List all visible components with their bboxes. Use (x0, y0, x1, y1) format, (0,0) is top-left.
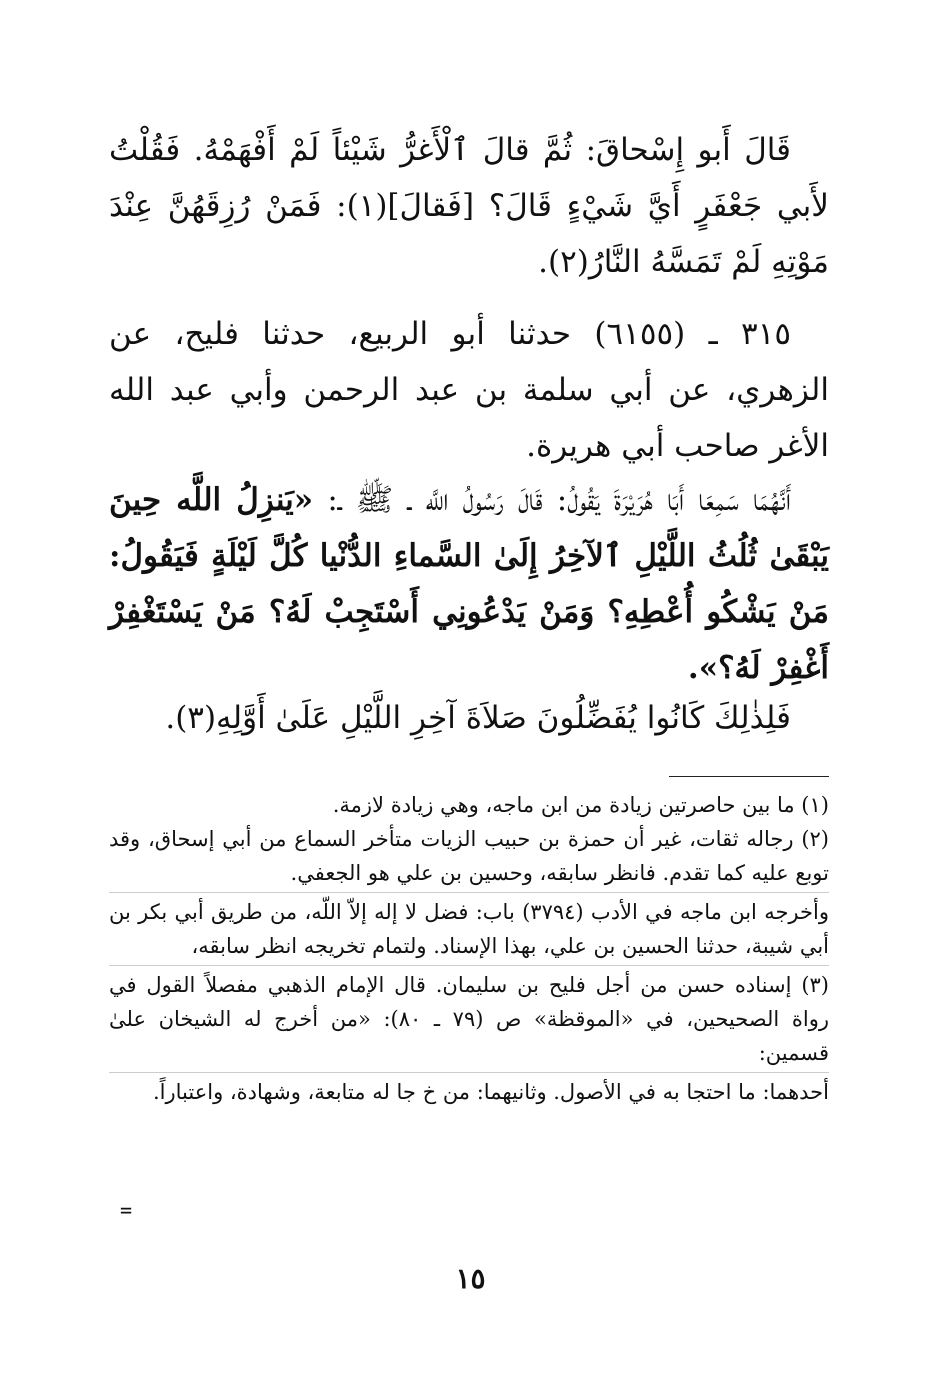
footnote-2-continued: وأخرجه ابن ماجه في الأدب (٣٧٩٤) باب: فضل لا إله إلاّ اللّه، من طريق أبي بكر بن أبي شيبة، حدثنا الحسين بن علي، بهذا الإسناد. ولتمام تخريجه انظر سابقه، (109, 900, 829, 958)
paragraph-conclusion (109, 690, 829, 746)
footnotes (109, 788, 829, 1109)
footnote-3: (٣) إسناده حسن من أجل فليح بن سليمان. قال الإمام الذهبي مفصلاً القول في رواة الصحيحين، في «الموقظة» ص (٧٩ ـ ٨٠): «من أخرج له الشيخان علىٰ قسمين: (109, 973, 829, 1065)
hadith-intro-text: أَنَّهُمَا سَمِعَا أَبَا هُرَيْرَةَ يَقُولُ: قَالَ رَسُولُ اللَّه ـ ﷺ ـ: (327, 482, 791, 518)
hadith-315-isnad (109, 306, 829, 474)
paragraph-text: ٣١٥ ـ (٦١٥٥) حدثنا أبو الربيع، حدثنا فليح، عن الزهري، عن أبي سلمة بن عبد الرحمن وأبي عبد الله الأغر صاحب أبي هريرة. (109, 316, 829, 464)
continuation-mark: = (120, 1198, 133, 1222)
paragraph-text: قَالَ أَبو إِسْحاقَ: ثُمَّ قالَ ٱلْأَغرُّ شَيْئاً لَمْ أَفْهَمْهُ. فَقُلْتُ لأَبي جَعْفَرٍ أَيَّ شَيْءٍ قَالَ؟ [فَقالَ](١): فَمَنْ رُزِقَهُنَّ عِنْدَ مَوْتِهِ لَمْ تَمَسَّهُ النَّارُ(٢). (109, 132, 829, 280)
hadith-quote-text: «يَنزِلُ اللَّه حِينَ يَبْقَىٰ ثُلُثُ اللَّيْلِ ٱلآخِرُ إِلَىٰ السَّماءِ الدُّنْيا كُلَّ لَيْلَةٍ فَيَقُولُ: مَنْ يَشْكُو أُعْطِهِ؟ وَمَنْ يَدْعُونِي أَسْتَجِبْ لَهُ؟ مَنْ يَسْتَغْفِرْ أَغْفِرْ لَهُ؟». (109, 482, 829, 686)
footnote-divider (109, 892, 829, 893)
page-number: ١٥ (455, 1262, 486, 1295)
footnote-2: (٢) رجاله ثقات، غير أن حمزة بن حبيب الزيات متأخر السماع من أبي إسحاق، وقد توبع عليه كما تقدم. فانظر سابقه، وحسين بن علي هو الجعفي. (109, 827, 829, 885)
footnote-3-continued: أحدهما: ما احتجا به في الأصول. وثانيهما: من خ جا له متابعة، وشهادة، واعتباراً. (153, 1080, 829, 1104)
footnote-divider (109, 1072, 829, 1073)
footnote-separator-rule (669, 776, 829, 777)
paragraph-abu-ishaq (109, 122, 829, 290)
footnote-1: (١) ما بين حاصرتين زيادة من ابن ماجه، وهي زيادة لازمة. (332, 793, 829, 817)
paragraph-text: فَلِذٰلِكَ كَانُوا يُفَضِّلُونَ صَلاَةَ آخِرِ اللَّيْلِ عَلَىٰ أَوَّلِهِ(٣). (165, 700, 791, 736)
footnote-divider (109, 965, 829, 966)
hadith-315-matn (109, 472, 829, 696)
